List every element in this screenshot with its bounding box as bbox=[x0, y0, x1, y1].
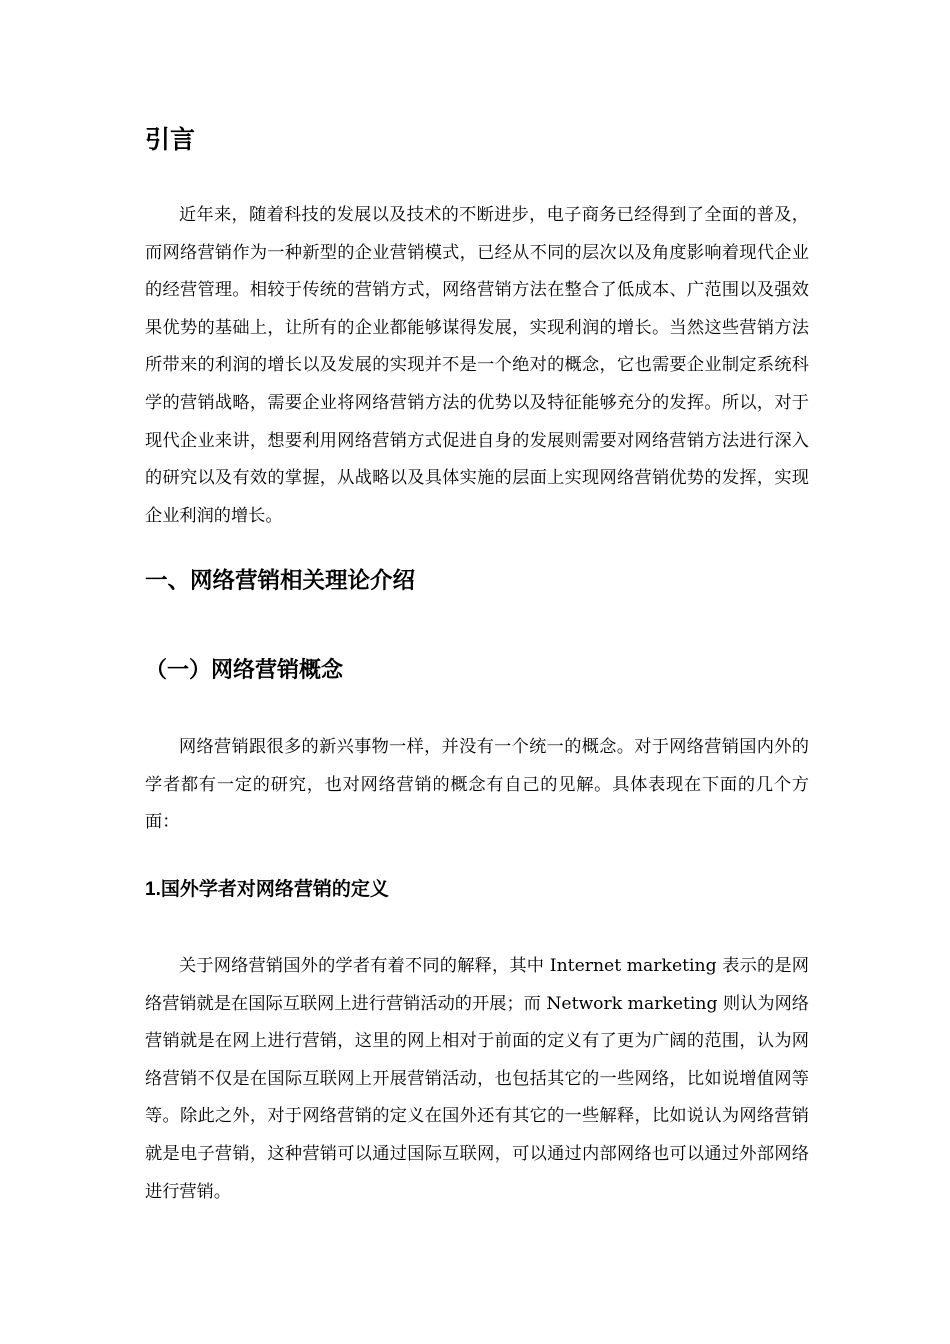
subsection1-heading: （一）网络营销概念 bbox=[145, 658, 344, 683]
intro-heading: 引言 bbox=[145, 125, 196, 154]
item1-paragraph: 关于网络营销国外的学者有着不同的解释，其中 Internet marketing 表示的是网络营销就是在国际互联网上进行营销活动的开展；而 Network marketing 则认为网络营销就是在网上进行营销，这里的网上相对于前面的定义有了更为广阔的范围，认为网络营销不仅是在国际互联网上开展营销活动，也包括其它的一些网络，比如说增值网等等。除此之外，对于网络营销的定义在国外还有其它的一些解释，比如说认为网络营销就是电子营销，这种营销可以通过国际互联网，可以通过内部网络也可以通过外部网络进行营销。 bbox=[145, 956, 809, 1202]
subsection1-paragraph: 网络营销跟很多的新兴事物一样，并没有一个统一的概念。对于网络营销国内外的学者都有一定的研究，也对网络营销的概念有自己的见解。具体表现在下面的几个方面： bbox=[145, 737, 809, 833]
intro-paragraph: 近年来，随着科技的发展以及技术的不断进步，电子商务已经得到了全面的普及，而网络营销作为一种新型的企业营销模式，已经从不同的层次以及角度影响着现代企业的经营管理。相较于传统的营销方式，网络营销方法在整合了低成本、广范围以及强效果优势的基础上，让所有的企业都能够谋得发展，实现利润的增长。当然这些营销方法所带来的利润的增长以及发展的实现并不是一个绝对的概念，它也需要企业制定系统科学的营销战略，需要企业将网络营销方法的优势以及特征能够充分的发挥。所以，对于现代企业来讲，想要利用网络营销方式促进自身的发展则需要对网络营销方法进行深入的研究以及有效的掌握，从战略以及具体实施的层面上实现网络营销优势的发挥，实现企业利润的增长。 bbox=[145, 205, 809, 526]
item1-heading: 1.国外学者对网络营销的定义 bbox=[145, 879, 389, 900]
section1-heading: 一、网络营销相关理论介绍 bbox=[145, 568, 416, 594]
